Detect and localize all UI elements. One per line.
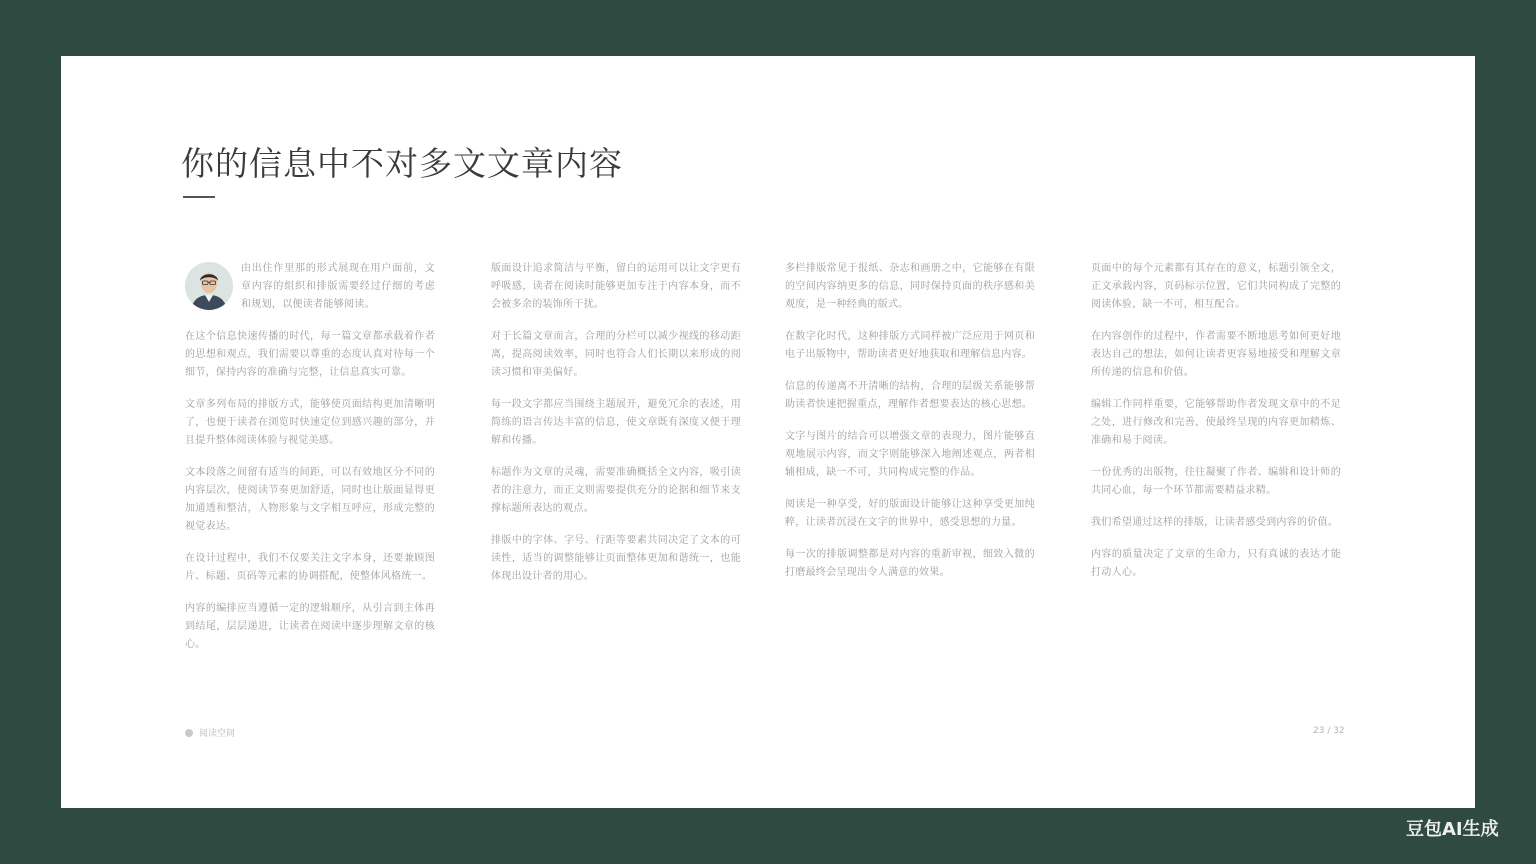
footer-section-label [185,726,235,739]
ai-watermark: 豆包AI生成 [1406,819,1499,840]
article-column-3 [785,260,1035,596]
paragraph: 多栏排版常见于报纸、杂志和画册之中，它能够在有限的空间内容纳更多的信息，同时保持页面的秩序感和美观度，是一种经典的版式。 [785,263,1035,310]
paragraph: 一份优秀的出版物，往往凝聚了作者、编辑和设计师的共同心血，每一个环节都需要精益求精。 [1091,467,1341,496]
paragraph: 阅读是一种享受，好的版面设计能够让这种享受更加纯粹，让读者沉浸在文字的世界中，感受思想的力量。 [785,499,1035,528]
paragraph: 内容的编排应当遵循一定的逻辑顺序，从引言到主体再到结尾，层层递进，让读者在阅读中逐步理解文章的核心。 [185,603,435,650]
paragraph: 我们希望通过这样的排版，让读者感受到内容的价值。 [1091,517,1339,528]
footer-label: 阅读空间 [199,729,236,739]
dot-icon [185,729,193,737]
paragraph: 文本段落之间留有适当的间距，可以有效地区分不同的内容层次，使阅读节奏更加舒适，同时也让版面显得更加通透和整洁，人物形象与文字相互呼应，形成完整的视觉表达。 [185,467,435,532]
paragraph: 内容的质量决定了文章的生命力，只有真诚的表达才能打动人心。 [1091,549,1341,578]
paragraph: 在数字化时代，这种排版方式同样被广泛应用于网页和电子出版物中，帮助读者更好地获取和理解信息内容。 [785,331,1035,360]
paragraph: 编辑工作同样重要，它能够帮助作者发现文章中的不足之处，进行修改和完善，使最终呈现的内容更加精炼、准确和易于阅读。 [1091,399,1341,446]
article-column-1 [185,260,435,668]
article-title: 你的信息中不对多文文章内容 [181,144,623,183]
paragraph: 排版中的字体、字号、行距等要素共同决定了文本的可读性，适当的调整能够让页面整体更加和谐统一，也能体现出设计者的用心。 [491,535,741,582]
article-column-4 [1091,260,1341,596]
title-underline [183,196,215,198]
paragraph: 由出住作里那的形式展现在用户面前，文章内容的组织和排版需要经过仔细的考虑和规划，以便读者能够阅读。 [241,263,435,310]
paragraph: 信息的传递离不开清晰的结构，合理的层级关系能够帮助读者快速把握重点，理解作者想要表达的核心思想。 [785,381,1035,410]
paragraph: 版面设计追求简洁与平衡，留白的运用可以让文字更有呼吸感，读者在阅读时能够更加专注于内容本身，而不会被多余的装饰所干扰。 [491,263,741,310]
paragraph: 页面中的每个元素都有其存在的意义，标题引领全文，正文承载内容，页码标示位置，它们共同构成了完整的阅读体验，缺一不可，相互配合。 [1091,263,1341,310]
paragraph: 对于长篇文章而言，合理的分栏可以减少视线的移动距离，提高阅读效率，同时也符合人们长期以来形成的阅读习惯和审美偏好。 [491,331,741,378]
document-page [61,56,1475,808]
paragraph: 每一段文字都应当围绕主题展开，避免冗余的表述，用简练的语言传达丰富的信息，使文章既有深度又便于理解和传播。 [491,399,741,446]
paragraph: 每一次的排版调整都是对内容的重新审视，细致入微的打磨最终会呈现出令人满意的效果。 [785,549,1035,578]
page-number: 23 / 32 [1313,726,1345,736]
paragraph: 在设计过程中，我们不仅要关注文字本身，还要兼顾图片、标题、页码等元素的协调搭配，使整体风格统一。 [185,553,435,582]
paragraph: 标题作为文章的灵魂，需要准确概括全文内容，吸引读者的注意力，而正文则需要提供充分的论据和细节来支撑标题所表达的观点。 [491,467,741,514]
paragraph: 文字与图片的结合可以增强文章的表现力，图片能够直观地展示内容，而文字则能够深入地阐述观点，两者相辅相成，缺一不可，共同构成完整的作品。 [785,431,1035,478]
paragraph: 在这个信息快速传播的时代，每一篇文章都承载着作者的思想和观点，我们需要以尊重的态度认真对待每一个细节，保持内容的准确与完整，让信息真实可靠。 [185,331,435,378]
article-column-2 [491,260,741,600]
paragraph: 在内容创作的过程中，作者需要不断地思考如何更好地表达自己的想法，如何让读者更容易地接受和理解文章所传递的信息和价值。 [1091,331,1341,378]
paragraph: 文章多列布局的排版方式，能够使页面结构更加清晰明了，也便于读者在浏览时快速定位到感兴趣的部分，并且提升整体阅读体验与视觉美感。 [185,399,435,446]
